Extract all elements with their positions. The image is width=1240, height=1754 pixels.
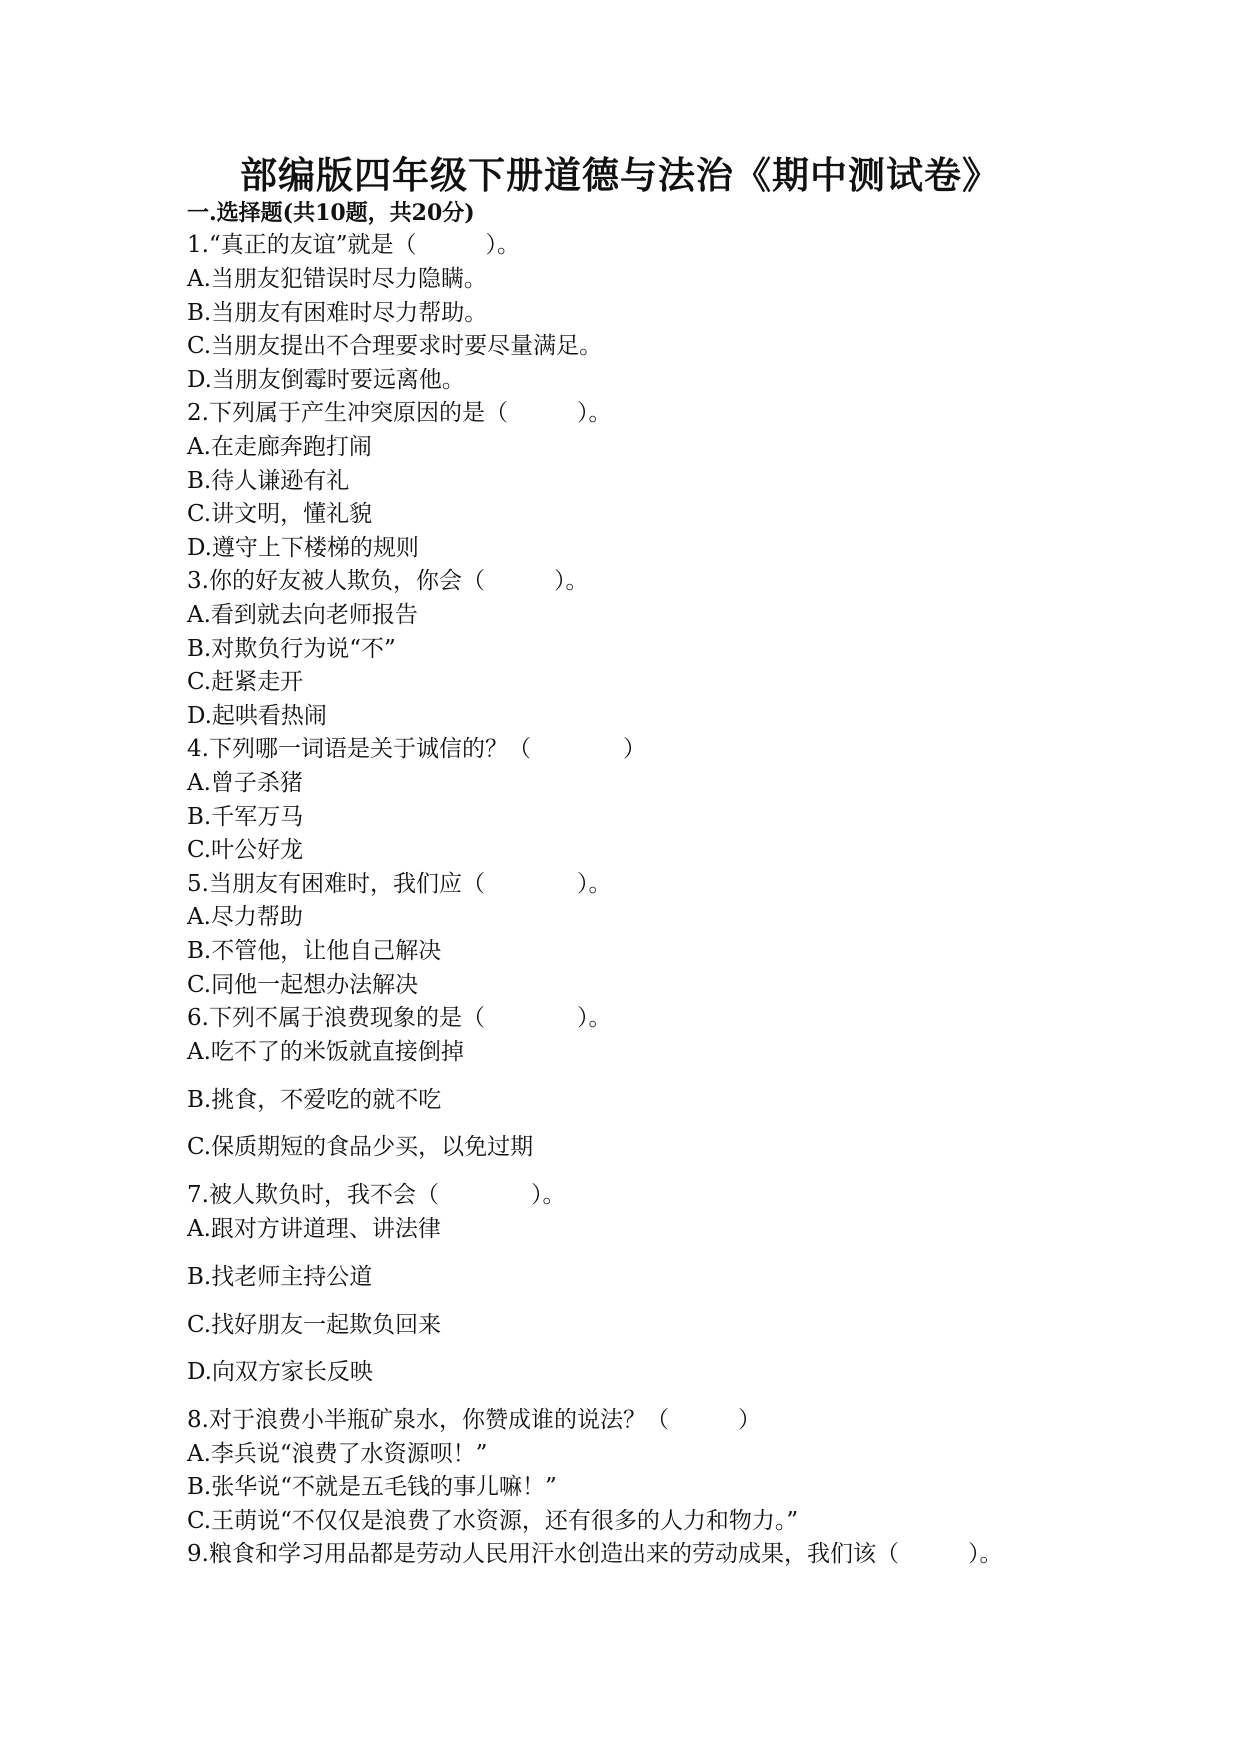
question-option: C.同他一起想办法解决 [187,972,419,998]
question-option: B.当朋友有困难时尽力帮助。 [187,300,488,326]
question-option: A.曾子杀猪 [187,770,303,796]
question-stem: 1.“真正的友谊”就是（ ）。 [187,232,520,258]
question-option: A.当朋友犯错误时尽力隐瞒。 [187,266,487,292]
question-option: B.张华说“不就是五毛钱的事儿嘛！” [187,1474,557,1500]
question-stem: 2.下列属于产生冲突原因的是（ ）。 [187,400,612,426]
page-title: 部编版四年级下册道德与法治《期中测试卷》 [240,153,1000,197]
question-stem: 8.对于浪费小半瓶矿泉水，你赞成谁的说法？（ ） [187,1407,761,1433]
question-stem: 9.粮食和学习用品都是劳动人民用汗水创造出来的劳动成果，我们该（ ）。 [187,1541,1003,1567]
question-option: B.待人谦逊有礼 [187,468,350,494]
question-option: C.当朋友提出不合理要求时要尽量满足。 [187,333,603,359]
question-stem: 5.当朋友有困难时，我们应（ ）。 [187,871,612,897]
question-option: C.讲文明，懂礼貌 [187,501,373,527]
question-option: A.尽力帮助 [187,904,303,930]
question-option: B.不管他，让他自己解决 [187,938,442,964]
question-option: D.遵守上下楼梯的规则 [187,535,419,561]
question-option: C.王萌说“不仅仅是浪费了水资源，还有很多的人力和物力。” [187,1508,799,1534]
question-option: D.向双方家长反映 [187,1359,373,1385]
question-option: B.找老师主持公道 [187,1264,373,1290]
question-option: A.看到就去向老师报告 [187,602,418,628]
question-option: A.在走廊奔跑打闹 [187,434,372,460]
question-option: D.起哄看热闹 [187,703,327,729]
question-option: A.吃不了的米饭就直接倒掉 [187,1039,464,1065]
question-option: C.保质期短的食品少买，以免过期 [187,1134,534,1160]
question-option: B.对欺负行为说“不” [187,636,396,662]
question-stem: 6.下列不属于浪费现象的是（ ）。 [187,1005,612,1031]
question-option: B.千军万马 [187,804,304,830]
question-option: C.赶紧走开 [187,669,304,695]
question-stem: 4.下列哪一词语是关于诚信的？（ ） [187,736,646,762]
question-option: D.当朋友倒霉时要远离他。 [187,367,465,393]
section-heading: 一.选择题(共10题，共20分) [187,200,475,226]
question-option: C.叶公好龙 [187,837,304,863]
question-option: B.挑食，不爱吃的就不吃 [187,1087,442,1113]
question-stem: 7.被人欺负时，我不会（ ）。 [187,1182,566,1208]
question-option: A.李兵说“浪费了水资源呗！” [187,1441,488,1467]
question-option: A.跟对方讲道理、讲法律 [187,1216,441,1242]
question-stem: 3.你的好友被人欺负，你会（ ）。 [187,568,589,594]
question-option: C.找好朋友一起欺负回来 [187,1312,442,1338]
